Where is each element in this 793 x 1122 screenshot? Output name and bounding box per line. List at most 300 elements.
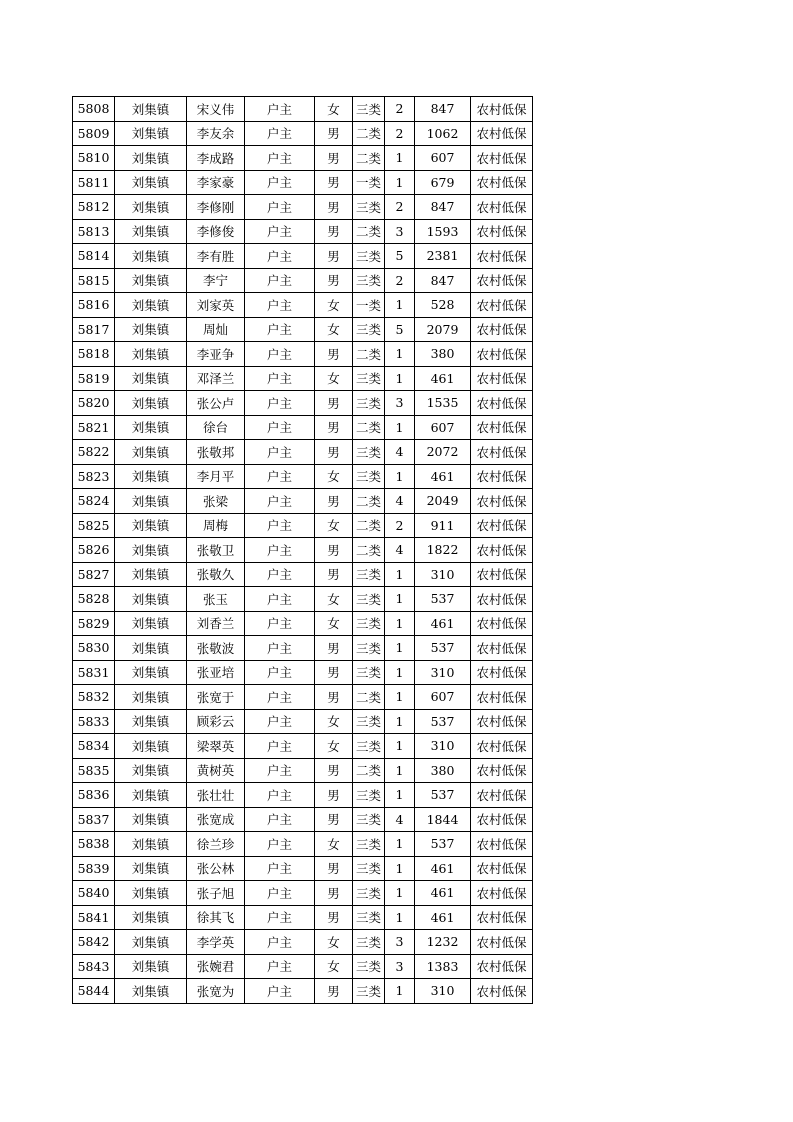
name-cell: 李有胜: [187, 244, 245, 269]
category-cell: 三类: [353, 636, 385, 661]
household-size-cell: 1: [385, 832, 415, 857]
record-id-cell: 5811: [73, 170, 115, 195]
name-cell: 张敬波: [187, 636, 245, 661]
gender-cell: 男: [315, 562, 353, 587]
name-cell: 周梅: [187, 513, 245, 538]
gender-cell: 女: [315, 293, 353, 318]
benefit-type-cell: 农村低保: [471, 391, 533, 416]
gender-cell: 女: [315, 366, 353, 391]
benefit-type-cell: 农村低保: [471, 538, 533, 563]
benefit-type-cell: 农村低保: [471, 121, 533, 146]
amount-cell: 537: [415, 636, 471, 661]
record-id-cell: 5817: [73, 317, 115, 342]
name-cell: 李月平: [187, 464, 245, 489]
town-cell: 刘集镇: [115, 979, 187, 1004]
table-row: [73, 930, 533, 955]
table-row: [73, 440, 533, 465]
benefit-type-cell: 农村低保: [471, 513, 533, 538]
name-cell: 李友余: [187, 121, 245, 146]
benefit-type-cell: 农村低保: [471, 317, 533, 342]
table-row: [73, 709, 533, 734]
gender-cell: 女: [315, 587, 353, 612]
record-id-cell: 5815: [73, 268, 115, 293]
amount-cell: 380: [415, 758, 471, 783]
amount-cell: 461: [415, 905, 471, 930]
household-size-cell: 1: [385, 758, 415, 783]
record-id-cell: 5824: [73, 489, 115, 514]
household-role-cell: 户主: [245, 587, 315, 612]
category-cell: 三类: [353, 832, 385, 857]
household-role-cell: 户主: [245, 97, 315, 122]
household-size-cell: 4: [385, 440, 415, 465]
category-cell: 三类: [353, 562, 385, 587]
gender-cell: 男: [315, 905, 353, 930]
town-cell: 刘集镇: [115, 660, 187, 685]
name-cell: 张宽为: [187, 979, 245, 1004]
table-row: [73, 734, 533, 759]
household-role-cell: 户主: [245, 293, 315, 318]
town-cell: 刘集镇: [115, 734, 187, 759]
name-cell: 徐其飞: [187, 905, 245, 930]
table-row: [73, 293, 533, 318]
town-cell: 刘集镇: [115, 513, 187, 538]
household-role-cell: 户主: [245, 195, 315, 220]
household-role-cell: 户主: [245, 513, 315, 538]
household-size-cell: 1: [385, 170, 415, 195]
household-size-cell: 1: [385, 660, 415, 685]
town-cell: 刘集镇: [115, 636, 187, 661]
benefit-type-cell: 农村低保: [471, 440, 533, 465]
record-id-cell: 5820: [73, 391, 115, 416]
table-row: [73, 905, 533, 930]
amount-cell: 1844: [415, 807, 471, 832]
category-cell: 二类: [353, 219, 385, 244]
category-cell: 三类: [353, 366, 385, 391]
town-cell: 刘集镇: [115, 685, 187, 710]
gender-cell: 男: [315, 121, 353, 146]
household-role-cell: 户主: [245, 636, 315, 661]
gender-cell: 男: [315, 538, 353, 563]
benefit-type-cell: 农村低保: [471, 979, 533, 1004]
amount-cell: 2072: [415, 440, 471, 465]
gender-cell: 男: [315, 856, 353, 881]
household-role-cell: 户主: [245, 611, 315, 636]
town-cell: 刘集镇: [115, 538, 187, 563]
household-size-cell: 1: [385, 905, 415, 930]
town-cell: 刘集镇: [115, 562, 187, 587]
town-cell: 刘集镇: [115, 317, 187, 342]
record-id-cell: 5844: [73, 979, 115, 1004]
household-role-cell: 户主: [245, 244, 315, 269]
amount-cell: 537: [415, 832, 471, 857]
name-cell: 李家豪: [187, 170, 245, 195]
household-size-cell: 1: [385, 979, 415, 1004]
town-cell: 刘集镇: [115, 293, 187, 318]
household-role-cell: 户主: [245, 930, 315, 955]
benefit-type-cell: 农村低保: [471, 268, 533, 293]
record-id-cell: 5812: [73, 195, 115, 220]
name-cell: 李修俊: [187, 219, 245, 244]
category-cell: 三类: [353, 856, 385, 881]
category-cell: 三类: [353, 807, 385, 832]
gender-cell: 女: [315, 734, 353, 759]
benefit-type-cell: 农村低保: [471, 170, 533, 195]
name-cell: 梁翠英: [187, 734, 245, 759]
town-cell: 刘集镇: [115, 881, 187, 906]
record-id-cell: 5808: [73, 97, 115, 122]
household-size-cell: 1: [385, 734, 415, 759]
amount-cell: 461: [415, 464, 471, 489]
household-role-cell: 户主: [245, 685, 315, 710]
amount-cell: 461: [415, 881, 471, 906]
name-cell: 邓泽兰: [187, 366, 245, 391]
household-role-cell: 户主: [245, 366, 315, 391]
town-cell: 刘集镇: [115, 611, 187, 636]
household-size-cell: 1: [385, 464, 415, 489]
household-size-cell: 1: [385, 685, 415, 710]
category-cell: 三类: [353, 783, 385, 808]
record-id-cell: 5839: [73, 856, 115, 881]
category-cell: 三类: [353, 244, 385, 269]
name-cell: 张子旭: [187, 881, 245, 906]
record-id-cell: 5813: [73, 219, 115, 244]
table-row: [73, 317, 533, 342]
gender-cell: 男: [315, 146, 353, 171]
name-cell: 张玉: [187, 587, 245, 612]
household-role-cell: 户主: [245, 562, 315, 587]
household-size-cell: 1: [385, 293, 415, 318]
record-id-cell: 5841: [73, 905, 115, 930]
gender-cell: 女: [315, 709, 353, 734]
household-size-cell: 2: [385, 268, 415, 293]
record-id-cell: 5825: [73, 513, 115, 538]
gender-cell: 男: [315, 170, 353, 195]
gender-cell: 女: [315, 954, 353, 979]
record-id-cell: 5834: [73, 734, 115, 759]
table-row: [73, 170, 533, 195]
name-cell: 张公卢: [187, 391, 245, 416]
table-row: [73, 611, 533, 636]
benefit-type-cell: 农村低保: [471, 195, 533, 220]
gender-cell: 女: [315, 97, 353, 122]
table-row: [73, 415, 533, 440]
household-size-cell: 1: [385, 783, 415, 808]
table-row: [73, 636, 533, 661]
table-row: [73, 954, 533, 979]
table-row: [73, 587, 533, 612]
category-cell: 三类: [353, 660, 385, 685]
amount-cell: 2049: [415, 489, 471, 514]
household-role-cell: 户主: [245, 807, 315, 832]
household-role-cell: 户主: [245, 783, 315, 808]
household-role-cell: 户主: [245, 415, 315, 440]
household-size-cell: 5: [385, 244, 415, 269]
record-id-cell: 5816: [73, 293, 115, 318]
name-cell: 李成路: [187, 146, 245, 171]
record-id-cell: 5822: [73, 440, 115, 465]
table-row: [73, 685, 533, 710]
category-cell: 三类: [353, 930, 385, 955]
category-cell: 二类: [353, 146, 385, 171]
amount-cell: 1822: [415, 538, 471, 563]
benefit-type-cell: 农村低保: [471, 562, 533, 587]
table-row: [73, 219, 533, 244]
table-row: [73, 464, 533, 489]
table-row: [73, 538, 533, 563]
record-id-cell: 5836: [73, 783, 115, 808]
name-cell: 黄树英: [187, 758, 245, 783]
household-size-cell: 4: [385, 489, 415, 514]
amount-cell: 537: [415, 783, 471, 808]
gender-cell: 男: [315, 268, 353, 293]
record-id-cell: 5840: [73, 881, 115, 906]
benefit-type-cell: 农村低保: [471, 146, 533, 171]
benefit-type-cell: 农村低保: [471, 636, 533, 661]
town-cell: 刘集镇: [115, 391, 187, 416]
gender-cell: 男: [315, 489, 353, 514]
household-role-cell: 户主: [245, 146, 315, 171]
name-cell: 张宽成: [187, 807, 245, 832]
category-cell: 三类: [353, 195, 385, 220]
town-cell: 刘集镇: [115, 587, 187, 612]
household-size-cell: 1: [385, 636, 415, 661]
household-size-cell: 3: [385, 219, 415, 244]
household-role-cell: 户主: [245, 170, 315, 195]
benefit-type-cell: 农村低保: [471, 219, 533, 244]
gender-cell: 男: [315, 244, 353, 269]
category-cell: 三类: [353, 734, 385, 759]
gender-cell: 男: [315, 391, 353, 416]
name-cell: 张梁: [187, 489, 245, 514]
household-size-cell: 2: [385, 97, 415, 122]
gender-cell: 女: [315, 611, 353, 636]
household-size-cell: 2: [385, 121, 415, 146]
town-cell: 刘集镇: [115, 342, 187, 367]
town-cell: 刘集镇: [115, 146, 187, 171]
table-row: [73, 146, 533, 171]
household-size-cell: 3: [385, 954, 415, 979]
table-row: [73, 979, 533, 1004]
household-size-cell: 4: [385, 538, 415, 563]
benefit-type-cell: 农村低保: [471, 954, 533, 979]
table-row: [73, 366, 533, 391]
record-id-cell: 5833: [73, 709, 115, 734]
amount-cell: 461: [415, 856, 471, 881]
gender-cell: 女: [315, 832, 353, 857]
category-cell: 三类: [353, 905, 385, 930]
table-row: [73, 807, 533, 832]
household-role-cell: 户主: [245, 440, 315, 465]
town-cell: 刘集镇: [115, 121, 187, 146]
amount-cell: 607: [415, 415, 471, 440]
benefit-type-cell: 农村低保: [471, 415, 533, 440]
gender-cell: 男: [315, 807, 353, 832]
record-id-cell: 5831: [73, 660, 115, 685]
gender-cell: 男: [315, 685, 353, 710]
amount-cell: 537: [415, 709, 471, 734]
town-cell: 刘集镇: [115, 415, 187, 440]
benefit-type-cell: 农村低保: [471, 244, 533, 269]
table-body: [73, 97, 533, 1004]
record-id-cell: 5818: [73, 342, 115, 367]
household-size-cell: 1: [385, 709, 415, 734]
household-size-cell: 1: [385, 562, 415, 587]
amount-cell: 1062: [415, 121, 471, 146]
benefit-type-cell: 农村低保: [471, 905, 533, 930]
table-row: [73, 562, 533, 587]
name-cell: 张敬卫: [187, 538, 245, 563]
town-cell: 刘集镇: [115, 440, 187, 465]
category-cell: 三类: [353, 954, 385, 979]
town-cell: 刘集镇: [115, 807, 187, 832]
category-cell: 三类: [353, 440, 385, 465]
town-cell: 刘集镇: [115, 905, 187, 930]
table-row: [73, 195, 533, 220]
household-size-cell: 1: [385, 881, 415, 906]
category-cell: 三类: [353, 268, 385, 293]
household-size-cell: 1: [385, 611, 415, 636]
amount-cell: 1593: [415, 219, 471, 244]
amount-cell: 1383: [415, 954, 471, 979]
amount-cell: 310: [415, 734, 471, 759]
table-row: [73, 758, 533, 783]
table-row: [73, 121, 533, 146]
town-cell: 刘集镇: [115, 170, 187, 195]
table-row: [73, 513, 533, 538]
household-role-cell: 户主: [245, 979, 315, 1004]
name-cell: 张宽于: [187, 685, 245, 710]
amount-cell: 1535: [415, 391, 471, 416]
household-size-cell: 1: [385, 146, 415, 171]
name-cell: 刘香兰: [187, 611, 245, 636]
benefit-type-cell: 农村低保: [471, 660, 533, 685]
household-role-cell: 户主: [245, 489, 315, 514]
town-cell: 刘集镇: [115, 219, 187, 244]
category-cell: 一类: [353, 293, 385, 318]
record-id-cell: 5819: [73, 366, 115, 391]
table-row: [73, 783, 533, 808]
town-cell: 刘集镇: [115, 489, 187, 514]
town-cell: 刘集镇: [115, 709, 187, 734]
amount-cell: 607: [415, 146, 471, 171]
gender-cell: 男: [315, 758, 353, 783]
household-role-cell: 户主: [245, 464, 315, 489]
benefit-type-cell: 农村低保: [471, 807, 533, 832]
table-row: [73, 660, 533, 685]
household-size-cell: 4: [385, 807, 415, 832]
gender-cell: 男: [315, 881, 353, 906]
household-size-cell: 1: [385, 366, 415, 391]
amount-cell: 2079: [415, 317, 471, 342]
amount-cell: 461: [415, 611, 471, 636]
category-cell: 二类: [353, 342, 385, 367]
gender-cell: 女: [315, 930, 353, 955]
category-cell: 三类: [353, 391, 385, 416]
benefit-type-cell: 农村低保: [471, 758, 533, 783]
household-role-cell: 户主: [245, 317, 315, 342]
benefit-type-cell: 农村低保: [471, 832, 533, 857]
record-id-cell: 5829: [73, 611, 115, 636]
record-id-cell: 5828: [73, 587, 115, 612]
name-cell: 顾彩云: [187, 709, 245, 734]
name-cell: 徐兰珍: [187, 832, 245, 857]
record-id-cell: 5814: [73, 244, 115, 269]
gender-cell: 男: [315, 660, 353, 685]
record-id-cell: 5837: [73, 807, 115, 832]
name-cell: 李学英: [187, 930, 245, 955]
name-cell: 徐台: [187, 415, 245, 440]
record-id-cell: 5827: [73, 562, 115, 587]
table-row: [73, 97, 533, 122]
record-id-cell: 5830: [73, 636, 115, 661]
gender-cell: 男: [315, 636, 353, 661]
town-cell: 刘集镇: [115, 244, 187, 269]
benefit-type-cell: 农村低保: [471, 881, 533, 906]
table-row: [73, 881, 533, 906]
record-id-cell: 5821: [73, 415, 115, 440]
name-cell: 张敬邦: [187, 440, 245, 465]
benefit-type-cell: 农村低保: [471, 709, 533, 734]
gender-cell: 男: [315, 342, 353, 367]
table-row: [73, 342, 533, 367]
town-cell: 刘集镇: [115, 366, 187, 391]
category-cell: 三类: [353, 317, 385, 342]
household-role-cell: 户主: [245, 758, 315, 783]
table-row: [73, 856, 533, 881]
household-size-cell: 2: [385, 513, 415, 538]
name-cell: 李宁: [187, 268, 245, 293]
category-cell: 三类: [353, 979, 385, 1004]
town-cell: 刘集镇: [115, 758, 187, 783]
category-cell: 二类: [353, 538, 385, 563]
record-id-cell: 5826: [73, 538, 115, 563]
gender-cell: 男: [315, 195, 353, 220]
name-cell: 李修刚: [187, 195, 245, 220]
name-cell: 张亚培: [187, 660, 245, 685]
category-cell: 三类: [353, 881, 385, 906]
amount-cell: 537: [415, 587, 471, 612]
table-row: [73, 391, 533, 416]
category-cell: 二类: [353, 513, 385, 538]
name-cell: 张公林: [187, 856, 245, 881]
benefit-type-cell: 农村低保: [471, 856, 533, 881]
category-cell: 二类: [353, 758, 385, 783]
town-cell: 刘集镇: [115, 195, 187, 220]
town-cell: 刘集镇: [115, 268, 187, 293]
record-id-cell: 5838: [73, 832, 115, 857]
record-id-cell: 5843: [73, 954, 115, 979]
amount-cell: 847: [415, 97, 471, 122]
category-cell: 二类: [353, 121, 385, 146]
amount-cell: 607: [415, 685, 471, 710]
amount-cell: 461: [415, 366, 471, 391]
benefit-type-cell: 农村低保: [471, 293, 533, 318]
household-size-cell: 3: [385, 391, 415, 416]
gender-cell: 男: [315, 440, 353, 465]
record-id-cell: 5809: [73, 121, 115, 146]
gender-cell: 男: [315, 783, 353, 808]
household-size-cell: 1: [385, 415, 415, 440]
household-role-cell: 户主: [245, 219, 315, 244]
amount-cell: 380: [415, 342, 471, 367]
table-row: [73, 832, 533, 857]
table-row: [73, 244, 533, 269]
name-cell: 张壮壮: [187, 783, 245, 808]
category-cell: 三类: [353, 587, 385, 612]
town-cell: 刘集镇: [115, 97, 187, 122]
amount-cell: 2381: [415, 244, 471, 269]
amount-cell: 1232: [415, 930, 471, 955]
